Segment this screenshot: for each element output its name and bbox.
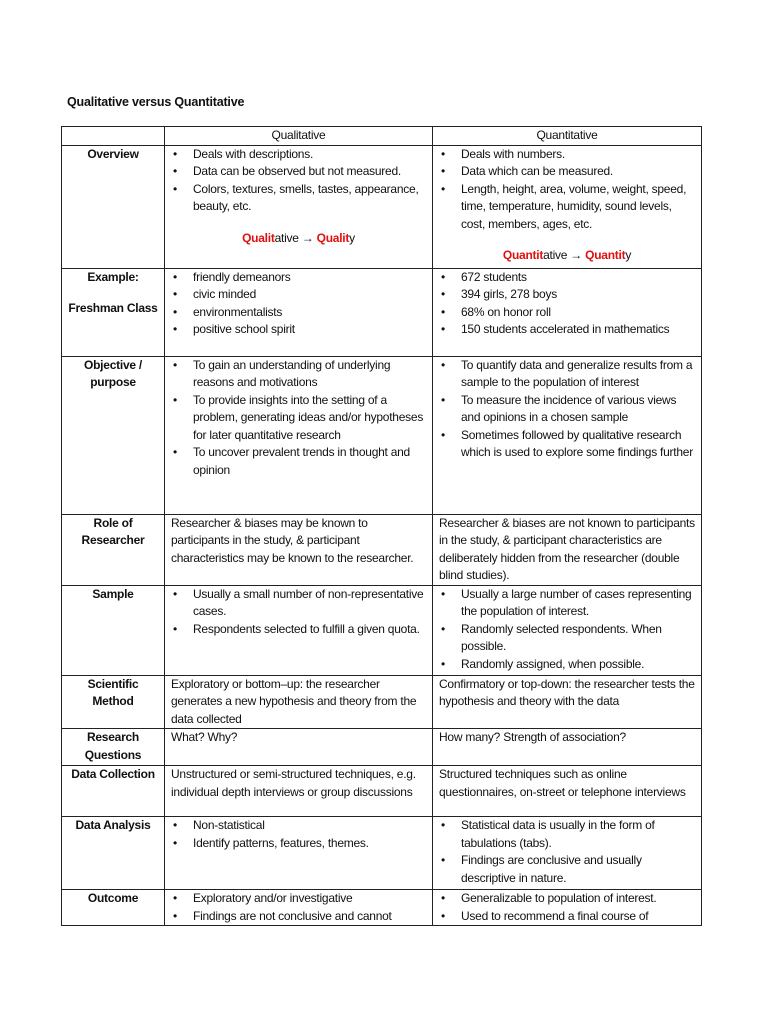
- mnemonic-part: y: [625, 248, 632, 262]
- list-item: • Data which can be measured.: [439, 163, 695, 181]
- row-label-line: Example:: [87, 269, 139, 284]
- row-label: [62, 890, 165, 926]
- table-row: [62, 890, 702, 926]
- list-item: • Deals with numbers.: [439, 146, 695, 164]
- list-item: • Usually a large number of cases representing the population of interest.: [439, 586, 695, 621]
- bullet-list: [439, 146, 695, 234]
- table-row: [62, 585, 702, 675]
- qualitative-cell: [165, 514, 433, 585]
- list-item: • To quantify data and generalize results from a sample to the population of interest: [439, 357, 695, 392]
- qualitative-cell: [165, 675, 433, 729]
- cell-text: What? Why?: [171, 730, 238, 744]
- list-item: • Findings are conclusive and usually descriptive in nature.: [439, 852, 695, 887]
- row-label-line: Method: [92, 694, 134, 708]
- qualitative-cell: [165, 145, 433, 268]
- quantitative-cell: [433, 268, 702, 356]
- list-item: • Exploratory and/or investigative: [171, 890, 426, 908]
- table-row: [62, 356, 702, 514]
- mnemonic-part: ative →: [274, 230, 317, 245]
- bullet-list: [439, 586, 695, 674]
- table-row: [62, 145, 702, 268]
- list-item: • Length, height, area, volume, weight, speed, time, temperature, humidity, sound levels, cost, members, ages, etc.: [439, 181, 695, 234]
- list-item: • Findings are not conclusive and cannot: [171, 908, 426, 926]
- qualitative-cell: [165, 585, 433, 675]
- quantitative-cell: [433, 890, 702, 926]
- list-item: • Used to recommend a final course of: [439, 908, 695, 926]
- list-item: • civic minded: [171, 286, 426, 304]
- row-label-line: Questions: [84, 747, 142, 762]
- qualitative-cell: [165, 817, 433, 890]
- list-item: • Deals with descriptions.: [171, 146, 426, 164]
- mnemonic-part: Quantit: [502, 248, 544, 262]
- list-item: • Non-statistical: [171, 817, 426, 835]
- bullet-list: [439, 890, 695, 925]
- mnemonic-part: ative →: [543, 248, 586, 262]
- row-label-line: Data Collection: [71, 767, 155, 781]
- cell-text: Researcher & biases are not known to participants in the study, & participant characteristics are deliberately hidden from the researcher (double blind studies).: [439, 515, 695, 582]
- qualitative-cell: [165, 356, 433, 514]
- quantitative-cell: [433, 729, 702, 766]
- row-label: [62, 145, 165, 268]
- table-row: [62, 817, 702, 890]
- qualitative-cell: [165, 729, 433, 766]
- table-header-row: [62, 127, 702, 146]
- row-label-line: Objective /: [84, 357, 142, 372]
- table-row: [62, 729, 702, 766]
- qualitative-cell: [165, 268, 433, 356]
- row-label-line: Freshman Class: [68, 301, 158, 315]
- mnemonic: [439, 247, 695, 265]
- document-title: Qualitative versus Quantitative: [67, 95, 245, 109]
- quantitative-cell: [433, 585, 702, 675]
- cell-text: Unstructured or semi-structured techniques, e.g. individual depth interviews or group discussions: [171, 767, 416, 799]
- list-item: • Sometimes followed by qualitative research which is used to explore some findings further: [439, 427, 695, 462]
- bullet-list: [171, 146, 426, 216]
- row-label-line: purpose: [90, 375, 136, 389]
- row-label-line: Research: [86, 730, 140, 744]
- qualitative-cell: [165, 766, 433, 817]
- mnemonic-part: Qualit: [242, 230, 275, 245]
- list-item: • 68% on honor roll: [439, 304, 695, 322]
- row-label: [62, 514, 165, 585]
- row-label: [62, 766, 165, 817]
- quantitative-cell: [433, 675, 702, 729]
- row-label-line: Overview: [87, 146, 139, 161]
- table-row: [62, 268, 702, 356]
- header-quantitative: Quantitative: [433, 127, 702, 146]
- cell-text: Structured techniques such as online questionnaires, on-street or telephone interviews: [439, 767, 686, 799]
- row-label: [62, 268, 165, 356]
- comparison-table: [61, 126, 702, 926]
- bullet-list: [171, 269, 426, 339]
- list-item: • Usually a small number of non-representative cases.: [171, 586, 426, 621]
- row-label: [62, 356, 165, 514]
- row-label-line: Scientific: [87, 676, 139, 691]
- header-qualitative: Qualitative: [165, 127, 433, 146]
- row-label: [62, 729, 165, 766]
- row-label: [62, 585, 165, 675]
- row-label: [62, 675, 165, 729]
- bullet-list: [439, 357, 695, 462]
- list-item: • Randomly selected respondents. When possible.: [439, 621, 695, 656]
- bullet-list: [171, 357, 426, 480]
- cell-text: Researcher & biases may be known to participants in the study, & participant characteristics may be known to the researcher.: [171, 515, 414, 565]
- cell-text: Confirmatory or top-down: the researcher tests the hypothesis and theory with the data: [439, 676, 695, 708]
- list-item: • To measure the incidence of various views and opinions in a chosen sample: [439, 392, 695, 427]
- list-item: • 394 girls, 278 boys: [439, 286, 695, 304]
- cell-text: Exploratory or bottom–up: the researcher generates a new hypothesis and theory from the data collected: [171, 676, 417, 726]
- list-item: • To gain an understanding of underlying reasons and motivations: [171, 357, 426, 392]
- list-item: • environmentalists: [171, 304, 426, 322]
- mnemonic: [171, 230, 426, 248]
- list-item: • 150 students accelerated in mathematics: [439, 321, 695, 339]
- table-row: [62, 514, 702, 585]
- row-label: [62, 817, 165, 890]
- quantitative-cell: [433, 817, 702, 890]
- bullet-list: [171, 890, 426, 925]
- cell-text: How many? Strength of association?: [439, 730, 626, 744]
- mnemonic-part: Quantit: [585, 248, 626, 262]
- bullet-list: [171, 817, 426, 852]
- list-item: • To uncover prevalent trends in thought and opinion: [171, 444, 426, 479]
- row-label-line: Role of: [93, 515, 133, 530]
- quantitative-cell: [433, 145, 702, 268]
- row-label-line: [64, 286, 162, 300]
- list-item: • Statistical data is usually in the form of tabulations (tabs).: [439, 817, 695, 852]
- mnemonic-part: Qualit: [316, 230, 350, 245]
- table-row: [62, 766, 702, 817]
- row-label-line: Data Analysis: [75, 818, 151, 832]
- header-empty: [62, 127, 165, 146]
- mnemonic-part: y: [349, 230, 355, 245]
- quantitative-cell: [433, 766, 702, 817]
- list-item: • positive school spirit: [171, 321, 426, 339]
- qualitative-cell: [165, 890, 433, 926]
- list-item: • friendly demeanors: [171, 269, 426, 287]
- bullet-list: [439, 269, 695, 339]
- list-item: • 672 students: [439, 269, 695, 287]
- list-item: • Colors, textures, smells, tastes, appearance, beauty, etc.: [171, 181, 426, 216]
- bullet-list: [171, 586, 426, 639]
- row-label-line: Outcome: [87, 891, 139, 905]
- bullet-list: [439, 817, 695, 887]
- row-label-line: Sample: [92, 586, 134, 601]
- table-row: [62, 675, 702, 729]
- list-item: • Generalizable to population of interest.: [439, 890, 695, 908]
- quantitative-cell: [433, 514, 702, 585]
- list-item: • Identify patterns, features, themes.: [171, 835, 426, 853]
- list-item: • To provide insights into the setting of a problem, generating ideas and/or hypotheses for later quantitative research: [171, 392, 426, 445]
- list-item: • Randomly assigned, when possible.: [439, 656, 695, 674]
- list-item: • Respondents selected to fulfill a given quota.: [171, 621, 426, 639]
- row-label-line: Researcher: [81, 533, 145, 547]
- quantitative-cell: [433, 356, 702, 514]
- list-item: • Data can be observed but not measured.: [171, 163, 426, 181]
